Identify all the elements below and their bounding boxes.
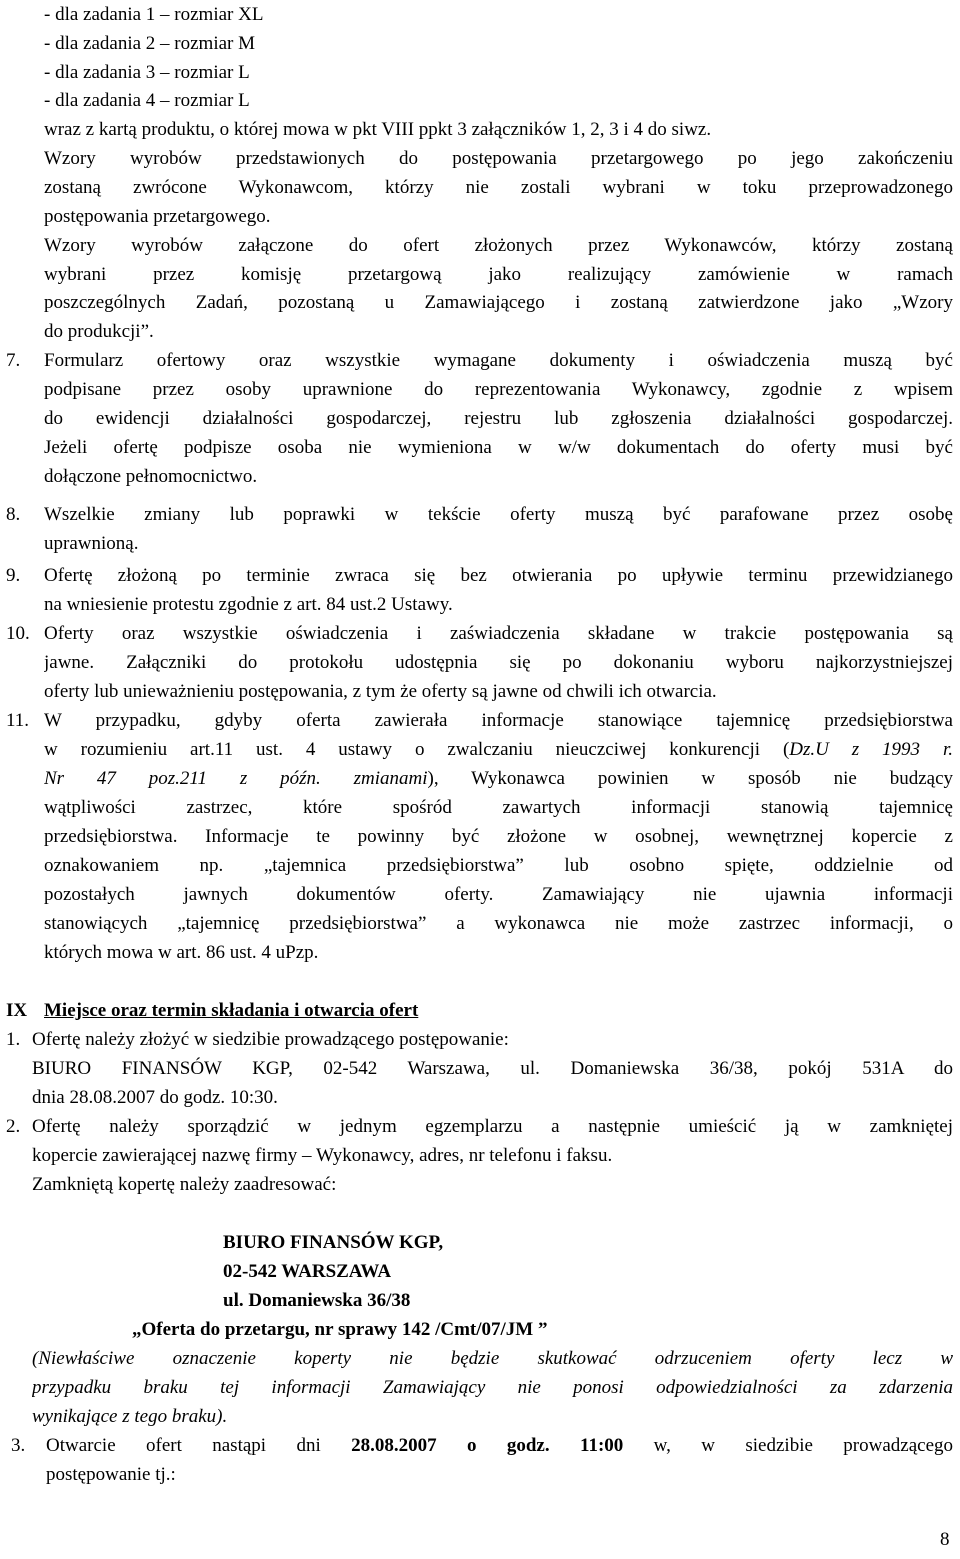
s9-item3-line: postępowanie tj.: xyxy=(46,1464,176,1485)
item7-line: podpisane przez osoby uprawnione do reprezentowania Wykonawcy, zgodnie z wpisem xyxy=(44,379,953,400)
item11-line: wątpliwości zastrzec, które spośród zawartych informacji stanowią tajemnicę xyxy=(44,797,953,818)
item10-line: Oferty oraz wszystkie oświadczenia i zaświadczenia składane w trakcie postępowania są xyxy=(44,623,953,644)
item7-line: dołączone pełnomocnictwo. xyxy=(44,466,258,487)
page-number: 8 xyxy=(940,1529,950,1550)
envelope-label: „Oferta do przetargu, nr sprawy 142 /Cmt/07/JM ” xyxy=(132,1319,548,1340)
paragraph-wraz: wraz z kartą produktu, o której mowa w pkt VIII ppkt 3 załączników 1, 2, 3 i 4 do siwz. xyxy=(44,119,712,140)
item7-line: Formularz ofertowy oraz wszystkie wymagane dokumenty i oświadczenia muszą być xyxy=(44,350,953,371)
paragraph-wzory1-line: postępowania przetargowego. xyxy=(44,206,271,227)
item11-line: W przypadku, gdyby oferta zawierała informacje stanowiące tajemnicę przedsiębiorstwa xyxy=(44,710,953,731)
address-line: BIURO FINANSÓW KGP, xyxy=(223,1232,444,1253)
item-number: 11. xyxy=(6,710,30,731)
list-item-zadanie-3: - dla zadania 3 – rozmiar L xyxy=(44,62,250,83)
paragraph-wzory2-line: wybrani przez komisję przetargową jako realizujący zamówienie w ramach xyxy=(44,264,953,285)
item-number: 1. xyxy=(6,1029,21,1050)
item8-line: Wszelkie zmiany lub poprawki w tekście oferty muszą być parafowane przez osobę xyxy=(44,504,953,525)
item-number: 8. xyxy=(6,504,21,525)
list-item-zadanie-4: - dla zadania 4 – rozmiar L xyxy=(44,90,250,111)
item-number: 7. xyxy=(6,350,21,371)
item10-line: jawne. Załączniki do protokołu udostępnia się po dokonaniu wyboru najkorzystniejszej xyxy=(44,652,953,673)
item11-line: przedsiębiorstwa. Informacje te powinny być złożone w osobnej, wewnętrznej kopercie z xyxy=(44,826,953,847)
item-number: 3. xyxy=(11,1435,26,1456)
s9-item3-text: Otwarcie ofert nastąpi dni xyxy=(46,1435,352,1456)
item11-line: których mowa w art. 86 ust. 4 uPzp. xyxy=(44,942,319,963)
item11-citation: Nr 47 poz.211 z późn. zmianami xyxy=(44,768,428,789)
address-line: 02-542 WARSZAWA xyxy=(223,1261,392,1282)
paragraph-wzory1-line: Wzory wyrobów przedstawionych do postępowania przetargowego po jego zakończeniu xyxy=(44,148,953,169)
note-line: przypadku braku tej informacji Zamawiający nie ponosi odpowiedzialności za zdarzenia xyxy=(32,1377,953,1398)
section-number: IX xyxy=(6,1000,28,1021)
item9-line: na wniesienie protestu zgodnie z art. 84 ust.2 Ustawy. xyxy=(44,594,453,615)
item11-text: w rozumieniu art.11 ust. 4 ustawy o zwalczaniu nieuczciwej konkurencji ( xyxy=(44,739,790,760)
item11-line: pozostałych jawnych dokumentów oferty. Zamawiający nie ujawnia informacji xyxy=(44,884,953,905)
s9-item1-line: BIURO FINANSÓW KGP, 02-542 Warszawa, ul. Domaniewska 36/38, pokój 531A do xyxy=(32,1058,953,1079)
s9-item2-line: Ofertę należy sporządzić w jednym egzemplarzu a następnie umieścić ją w zamkniętej xyxy=(32,1116,953,1137)
s9-item2-line: kopercie zawierającej nazwę firmy – Wykonawcy, adres, nr telefonu i faksu. xyxy=(32,1145,613,1166)
item7-line: Jeżeli ofertę podpisze osoba nie wymieniona w w/w dokumentach do oferty musi być xyxy=(44,437,953,458)
item11-citation: Dz.U z 1993 r. xyxy=(789,739,953,760)
paragraph-wzory2-line: Wzory wyrobów załączone do ofert złożonych przez Wykonawców, którzy zostaną xyxy=(44,235,953,256)
item11-text: ), Wykonawca powinien w sposób nie budzący xyxy=(427,768,953,789)
paragraph-wzory2-line: do produkcji”. xyxy=(44,321,154,342)
item-number: 10. xyxy=(6,623,30,644)
paragraph-wzory2-line: poszczególnych Zadań, pozostaną u Zamawiającego i zostaną zatwierdzone jako „Wzory xyxy=(44,292,953,313)
item11-line xyxy=(44,764,953,793)
s9-item3-line xyxy=(46,1431,953,1460)
paragraph-wzory1-line: zostaną zwrócone Wykonawcom, którzy nie zostali wybrani w toku przeprowadzonego xyxy=(44,177,953,198)
item9-line: Ofertę złożoną po terminie zwraca się bez otwierania po upływie terminu przewidzianego xyxy=(44,565,953,586)
note-line: wynikające z tego braku). xyxy=(32,1406,228,1427)
item-number: 9. xyxy=(6,565,21,586)
s9-item1-line: dnia 28.08.2007 do godz. 10:30. xyxy=(32,1087,278,1108)
opening-date: 28.08.2007 o godz. 11:00 xyxy=(351,1435,624,1456)
item8-line: uprawnioną. xyxy=(44,533,139,554)
item11-line xyxy=(44,735,953,764)
note-line: (Niewłaściwe oznaczenie koperty nie będzie skutkować odrzuceniem oferty lecz w xyxy=(32,1348,953,1369)
item11-line: oznakowaniem np. „tajemnica przedsiębiorstwa” lub osobno spięte, oddzielnie od xyxy=(44,855,953,876)
address-line: ul. Domaniewska 36/38 xyxy=(223,1290,411,1311)
list-item-zadanie-1: - dla zadania 1 – rozmiar XL xyxy=(44,4,264,25)
section-title: Miejsce oraz termin składania i otwarcia ofert xyxy=(44,1000,419,1021)
s9-item2-line: Zamkniętą kopertę należy zaadresować: xyxy=(32,1174,337,1195)
item7-line: do ewidencji działalności gospodarczej, rejestru lub zgłoszenia działalności gospodarczej. xyxy=(44,408,953,429)
item10-line: oferty lub unieważnieniu postępowania, z tym że oferty są jawne od chwili ich otwarcia. xyxy=(44,681,717,702)
s9-item1-line: Ofertę należy złożyć w siedzibie prowadzącego postępowanie: xyxy=(32,1029,509,1050)
list-item-zadanie-2: - dla zadania 2 – rozmiar M xyxy=(44,33,256,54)
item-number: 2. xyxy=(6,1116,21,1137)
s9-item3-text: w, w siedzibie prowadzącego xyxy=(623,1435,953,1456)
item11-line: stanowiących „tajemnicę przedsiębiorstwa” a wykonawca nie może zastrzec informacji, o xyxy=(44,913,953,934)
